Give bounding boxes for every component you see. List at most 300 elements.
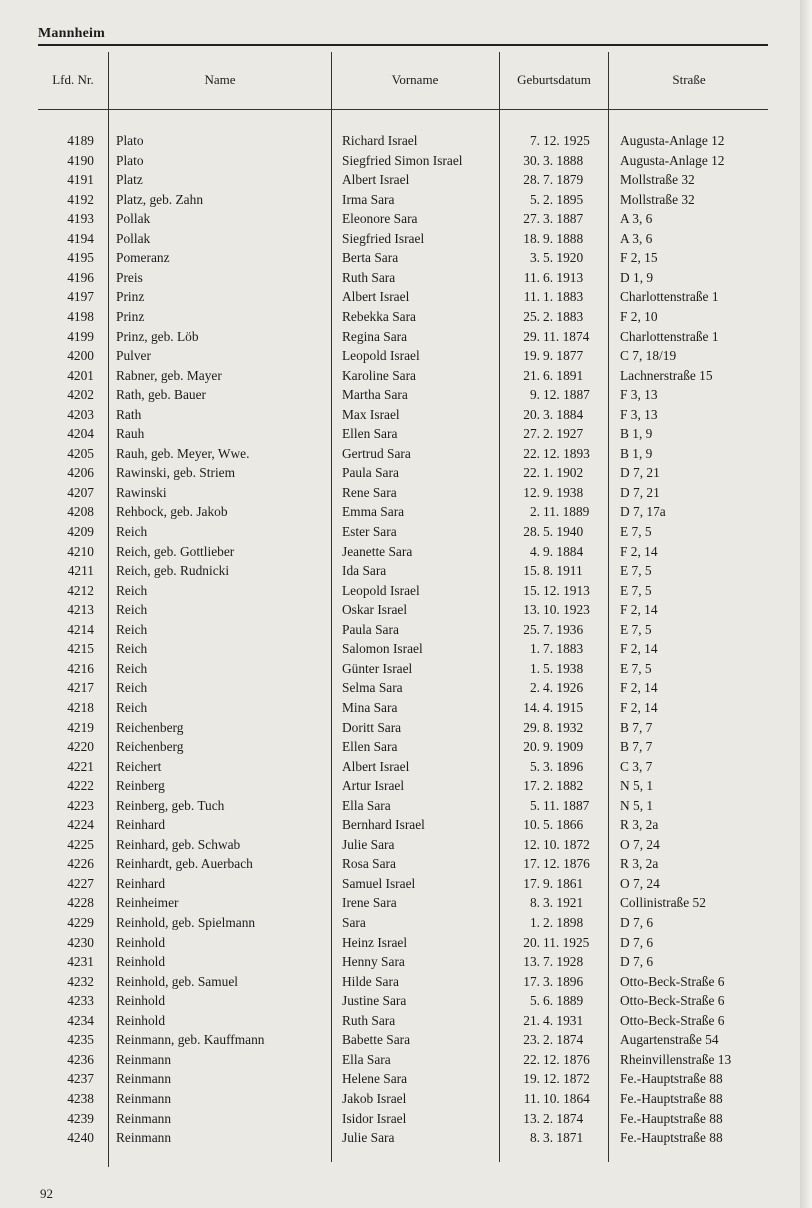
row-vorname: Helene Sara <box>342 1071 408 1087</box>
row-street: E 7, 5 <box>620 582 652 598</box>
row-number: 4237 <box>67 1071 94 1087</box>
row-number: 4214 <box>67 621 94 637</box>
row-name: Prinz, geb. Löb <box>116 328 199 344</box>
row-birth-month-year: 11. 1889 <box>543 504 590 520</box>
row-birth-month-year: 4. 1926 <box>543 680 584 696</box>
row-street: F 3, 13 <box>620 387 658 403</box>
table-row <box>0 502 770 522</box>
table-row <box>0 639 770 659</box>
row-birth-day: 13. <box>523 1110 540 1126</box>
row-name: Reinhold <box>116 993 166 1009</box>
row-name: Reinmann <box>116 1130 172 1146</box>
row-birth-day: 20. <box>523 934 540 950</box>
row-name: Platz, geb. Zahn <box>116 191 204 207</box>
row-vorname: Sara <box>342 915 366 930</box>
row-name: Reich <box>116 524 148 539</box>
row-street: C 3, 7 <box>620 758 653 774</box>
row-birth-month-year: 2. 1927 <box>543 426 584 442</box>
row-birth-month-year: 10. 1864 <box>543 1090 590 1106</box>
row-birth-day: 18. <box>523 230 540 246</box>
row-birth-month-year: 1. 1883 <box>543 289 584 305</box>
row-birth-month-year: 9. 1884 <box>543 543 584 559</box>
row-birth-month-year: 9. 1861 <box>543 875 584 891</box>
table-row <box>0 776 770 796</box>
row-name: Reinmann <box>116 1071 172 1087</box>
row-street: F 2, 14 <box>620 543 658 559</box>
table-row <box>0 463 770 483</box>
table-row <box>0 757 770 777</box>
row-vorname: Leopold Israel <box>342 582 420 598</box>
row-name: Rabner, geb. Mayer <box>116 367 222 383</box>
header-strasse: Straße <box>672 72 706 87</box>
row-name: Reich <box>116 680 148 696</box>
table-row <box>0 698 770 718</box>
row-vorname: Ellen Sara <box>342 739 398 755</box>
row-name: Reich <box>116 641 148 657</box>
row-number: 4233 <box>67 993 94 1009</box>
row-street: Rheinvillenstraße 13 <box>620 1051 732 1067</box>
row-birth-month-year: 2. 1883 <box>543 308 584 324</box>
row-vorname: Selma Sara <box>342 680 403 696</box>
row-name: Reichert <box>116 758 162 774</box>
row-vorname: Irma Sara <box>342 191 395 207</box>
row-street: D 7, 21 <box>620 465 660 481</box>
row-street: O 7, 24 <box>620 875 660 891</box>
row-number: 4193 <box>67 211 94 227</box>
row-number: 4220 <box>67 739 94 755</box>
table-row <box>0 424 770 444</box>
row-birth-month-year: 10. 1872 <box>543 836 590 852</box>
row-number: 4229 <box>67 915 94 930</box>
table-row <box>0 444 770 464</box>
table-row <box>0 1128 770 1148</box>
row-vorname: Babette Sara <box>342 1032 411 1048</box>
row-name: Reinberg, geb. Tuch <box>116 797 225 813</box>
row-vorname: Henny Sara <box>342 954 405 970</box>
table-row <box>0 385 770 405</box>
row-birth-month-year: 5. 1866 <box>543 817 584 833</box>
row-street: R 3, 2a <box>620 817 659 833</box>
row-number: 4212 <box>67 582 94 598</box>
row-street: D 7, 6 <box>620 915 654 930</box>
row-vorname: Günter Israel <box>342 660 413 676</box>
table-row <box>0 190 770 210</box>
row-birth-day: 9. <box>529 387 540 403</box>
row-name: Rawinski, geb. Striem <box>116 465 236 481</box>
row-number: 4239 <box>67 1110 94 1126</box>
row-number: 4236 <box>67 1051 94 1067</box>
row-street: Fe.-Hauptstraße 88 <box>620 1090 723 1106</box>
row-birth-day: 17. <box>523 778 540 794</box>
row-name: Reich <box>116 602 148 618</box>
row-birth-day: 22. <box>523 445 540 461</box>
row-number: 4189 <box>67 133 94 148</box>
row-name: Rath, geb. Bauer <box>116 387 206 403</box>
table-row <box>0 327 770 347</box>
table-row <box>0 972 770 992</box>
row-birth-day: 13. <box>523 602 540 618</box>
row-name: Preis <box>116 269 143 285</box>
table-row <box>0 561 770 581</box>
row-number: 4219 <box>67 719 94 735</box>
row-street: Mollstraße 32 <box>620 191 695 207</box>
row-vorname: Karoline Sara <box>342 367 416 383</box>
table-row <box>0 1069 770 1089</box>
row-birth-month-year: 3. 1871 <box>543 1130 584 1146</box>
row-birth-month-year: 7. 1879 <box>543 172 584 188</box>
table-row <box>0 1030 770 1050</box>
row-birth-day: 1. <box>529 915 540 930</box>
row-street: F 2, 14 <box>620 699 658 715</box>
row-birth-day: 29. <box>523 719 540 735</box>
row-street: R 3, 2a <box>620 856 659 872</box>
header-rule <box>38 109 768 110</box>
row-birth-month-year: 3. 1884 <box>543 406 584 422</box>
table-row <box>0 542 770 562</box>
row-birth-day: 27. <box>523 426 540 442</box>
row-birth-day: 21. <box>523 1012 540 1028</box>
row-street: Fe.-Hauptstraße 88 <box>620 1110 723 1126</box>
row-vorname: Doritt Sara <box>342 719 402 735</box>
table-row <box>0 522 770 542</box>
row-birth-day: 8. <box>529 1130 540 1146</box>
row-vorname: Ruth Sara <box>342 1012 396 1028</box>
row-street: Augusta-Anlage 12 <box>620 133 725 148</box>
row-birth-day: 12. <box>523 484 540 500</box>
row-birth-month-year: 3. 1896 <box>543 758 584 774</box>
row-name: Pomeranz <box>116 250 170 266</box>
row-street: Collinistraße 52 <box>620 895 706 911</box>
row-vorname: Siegfried Israel <box>342 230 425 246</box>
row-birth-month-year: 9. 1888 <box>543 230 584 246</box>
row-birth-month-year: 12. 1872 <box>543 1071 590 1087</box>
row-birth-month-year: 9. 1909 <box>543 739 584 755</box>
row-street: E 7, 5 <box>620 660 652 676</box>
row-number: 4221 <box>67 758 94 774</box>
row-name: Reinberg <box>116 778 165 794</box>
row-street: B 7, 7 <box>620 719 653 735</box>
row-birth-month-year: 5. 1938 <box>543 660 584 676</box>
table-row <box>0 835 770 855</box>
top-rule <box>38 44 768 46</box>
row-birth-month-year: 1. 1902 <box>543 465 584 481</box>
row-number: 4200 <box>67 348 94 364</box>
row-birth-month-year: 12. 1925 <box>543 133 590 148</box>
row-number: 4207 <box>67 484 94 500</box>
table-row <box>0 659 770 679</box>
row-vorname: Isidor Israel <box>342 1110 407 1126</box>
row-vorname: Emma Sara <box>342 504 405 520</box>
table-row <box>0 952 770 972</box>
table-row <box>0 620 770 640</box>
row-street: B 1, 9 <box>620 426 653 442</box>
row-number: 4218 <box>67 699 94 715</box>
row-birth-month-year: 3. 1887 <box>543 211 584 227</box>
row-vorname: Albert Israel <box>342 172 410 188</box>
row-birth-month-year: 2. 1898 <box>543 915 584 930</box>
table-row <box>0 796 770 816</box>
page-edge <box>800 0 812 1208</box>
row-birth-day: 14. <box>523 699 540 715</box>
row-number: 4198 <box>67 308 94 324</box>
row-number: 4213 <box>67 602 94 618</box>
row-number: 4190 <box>67 152 94 168</box>
row-street: F 2, 15 <box>620 250 658 266</box>
row-street: Charlottenstraße 1 <box>620 328 719 344</box>
row-number: 4228 <box>67 895 94 911</box>
row-name: Reichenberg <box>116 739 184 755</box>
row-number: 4191 <box>67 172 94 188</box>
row-name: Prinz <box>116 289 145 305</box>
row-birth-day: 10. <box>523 817 540 833</box>
row-birth-day: 2. <box>529 504 540 520</box>
row-number: 4226 <box>67 856 94 872</box>
row-street: Otto-Beck-Straße 6 <box>620 993 725 1009</box>
row-vorname: Jakob Israel <box>342 1090 407 1106</box>
row-name: Reinmann, geb. Kauffmann <box>116 1032 265 1048</box>
row-vorname: Artur Israel <box>342 778 405 794</box>
table-row <box>0 815 770 835</box>
row-vorname: Julie Sara <box>342 1130 395 1146</box>
row-vorname: Rebekka Sara <box>342 308 416 324</box>
row-street: Mollstraße 32 <box>620 172 695 188</box>
row-number: 4224 <box>67 817 94 833</box>
row-vorname: Paula Sara <box>342 621 399 637</box>
row-number: 4210 <box>67 543 94 559</box>
row-vorname: Berta Sara <box>342 250 399 266</box>
table-row <box>0 248 770 268</box>
row-number: 4217 <box>67 680 94 696</box>
row-name: Pollak <box>116 211 151 227</box>
row-vorname: Rosa Sara <box>342 856 396 872</box>
table-row <box>0 151 770 171</box>
row-street: N 5, 1 <box>620 778 654 794</box>
row-number: 4222 <box>67 778 94 794</box>
row-street: D 7, 6 <box>620 934 654 950</box>
row-birth-month-year: 2. 1874 <box>543 1032 584 1048</box>
row-name: Reich, geb. Gottlieber <box>116 543 235 559</box>
row-name: Reich <box>116 582 148 598</box>
row-street: D 7, 21 <box>620 484 660 500</box>
row-birth-day: 28. <box>523 172 540 188</box>
row-birth-day: 8. <box>529 895 540 911</box>
row-birth-month-year: 7. 1883 <box>543 641 584 657</box>
row-birth-day: 5. <box>529 758 540 774</box>
row-number: 4196 <box>67 269 94 285</box>
row-number: 4194 <box>67 230 94 246</box>
table-row <box>0 346 770 366</box>
row-birth-day: 19. <box>523 1071 540 1087</box>
row-number: 4205 <box>67 445 94 461</box>
table-row <box>0 913 770 933</box>
table-row <box>0 1011 770 1031</box>
row-birth-month-year: 12. 1913 <box>543 582 590 598</box>
row-vorname: Samuel Israel <box>342 875 416 891</box>
row-birth-month-year: 3. 1896 <box>543 973 584 989</box>
row-name: Reinhold <box>116 954 166 970</box>
row-vorname: Gertrud Sara <box>342 445 411 461</box>
row-street: Augusta-Anlage 12 <box>620 152 725 168</box>
table-row <box>0 483 770 503</box>
row-vorname: Max Israel <box>342 406 400 422</box>
row-number: 4232 <box>67 973 94 989</box>
row-birth-month-year: 8. 1932 <box>543 719 584 735</box>
row-street: F 3, 13 <box>620 406 658 422</box>
row-number: 4203 <box>67 406 94 422</box>
row-birth-day: 17. <box>523 875 540 891</box>
table-row <box>0 229 770 249</box>
row-number: 4195 <box>67 250 94 266</box>
row-birth-month-year: 7. 1928 <box>543 954 584 970</box>
row-street: F 2, 14 <box>620 602 658 618</box>
row-birth-day: 11. <box>523 289 540 305</box>
row-birth-day: 13. <box>523 954 540 970</box>
row-number: 4192 <box>67 191 94 207</box>
table-row <box>0 170 770 190</box>
row-birth-day: 11. <box>523 269 540 285</box>
row-street: Lachnerstraße 15 <box>620 367 713 383</box>
row-name: Rauh, geb. Meyer, Wwe. <box>116 445 250 461</box>
table-row <box>0 366 770 386</box>
row-name: Reich <box>116 699 148 715</box>
table-row <box>0 893 770 913</box>
row-birth-day: 17. <box>523 973 540 989</box>
row-name: Pulver <box>116 348 151 364</box>
row-street: F 2, 14 <box>620 641 658 657</box>
row-birth-month-year: 12. 1893 <box>543 445 590 461</box>
row-birth-month-year: 6. 1889 <box>543 993 584 1009</box>
row-number: 4230 <box>67 934 94 950</box>
table-row <box>0 854 770 874</box>
row-vorname: Salomon Israel <box>342 641 423 657</box>
row-number: 4238 <box>67 1090 94 1106</box>
table-row <box>0 718 770 738</box>
header-geburtsdatum: Geburtsdatum <box>517 72 591 87</box>
row-birth-day: 7. <box>529 133 540 148</box>
row-birth-month-year: 3. 1921 <box>543 895 584 911</box>
row-number: 4227 <box>67 875 94 891</box>
row-street: Fe.-Hauptstraße 88 <box>620 1071 723 1087</box>
table-row <box>0 933 770 953</box>
row-birth-month-year: 7. 1936 <box>543 621 584 637</box>
row-name: Reinhard, geb. Schwab <box>116 836 241 852</box>
row-number: 4206 <box>67 465 94 481</box>
row-street: A 3, 6 <box>620 230 653 246</box>
row-name: Plato <box>116 133 144 148</box>
row-birth-day: 15. <box>523 582 540 598</box>
row-birth-month-year: 11. 1887 <box>543 797 590 813</box>
row-birth-day: 27. <box>523 211 540 227</box>
row-name: Reinhardt, geb. Auerbach <box>116 856 253 872</box>
row-number: 4216 <box>67 660 94 676</box>
table-row <box>0 991 770 1011</box>
row-name: Reich <box>116 660 148 676</box>
row-birth-day: 5. <box>529 993 540 1009</box>
row-number: 4225 <box>67 836 94 852</box>
row-birth-month-year: 2. 1882 <box>543 778 584 794</box>
row-birth-month-year: 5. 1920 <box>543 250 584 266</box>
table-row <box>0 678 770 698</box>
header-name: Name <box>204 72 236 87</box>
row-street: E 7, 5 <box>620 563 652 579</box>
row-street: B 1, 9 <box>620 445 653 461</box>
table-row <box>0 405 770 425</box>
row-birth-month-year: 3. 1888 <box>543 152 584 168</box>
row-name: Pollak <box>116 230 151 246</box>
row-birth-month-year: 2. 1895 <box>543 191 584 207</box>
row-birth-day: 20. <box>523 406 540 422</box>
row-name: Reinhold, geb. Spielmann <box>116 915 256 930</box>
row-birth-day: 22. <box>523 465 540 481</box>
row-name: Reinmann <box>116 1051 172 1067</box>
row-street: F 2, 10 <box>620 308 658 324</box>
row-birth-month-year: 10. 1923 <box>543 602 590 618</box>
row-vorname: Justine Sara <box>342 993 407 1009</box>
row-number: 4197 <box>67 289 94 305</box>
row-street: Fe.-Hauptstraße 88 <box>620 1130 723 1146</box>
row-vorname: Ester Sara <box>342 524 397 539</box>
row-birth-day: 28. <box>523 524 540 539</box>
row-birth-day: 22. <box>523 1051 540 1067</box>
table-row <box>0 307 770 327</box>
row-vorname: Mina Sara <box>342 699 398 715</box>
row-number: 4211 <box>67 563 94 579</box>
row-birth-month-year: 4. 1931 <box>543 1012 584 1028</box>
row-vorname: Ella Sara <box>342 1051 391 1067</box>
row-number: 4209 <box>67 524 94 539</box>
row-birth-month-year: 8. 1911 <box>543 563 583 579</box>
row-number: 4231 <box>67 954 94 970</box>
row-vorname: Eleonore Sara <box>342 211 418 227</box>
row-birth-day: 11. <box>523 1090 540 1106</box>
row-vorname: Hilde Sara <box>342 973 399 989</box>
row-name: Rawinski <box>116 484 167 500</box>
row-birth-day: 2. <box>529 680 540 696</box>
row-name: Rehbock, geb. Jakob <box>116 504 228 520</box>
row-number: 4215 <box>67 641 94 657</box>
row-birth-day: 21. <box>523 367 540 383</box>
row-birth-day: 12. <box>523 836 540 852</box>
row-vorname: Bernhard Israel <box>342 817 425 833</box>
row-street: Charlottenstraße 1 <box>620 289 719 305</box>
row-street: D 7, 17a <box>620 504 666 520</box>
row-vorname: Paula Sara <box>342 465 399 481</box>
row-birth-month-year: 6. 1913 <box>543 269 584 285</box>
table-row <box>0 287 770 307</box>
row-birth-month-year: 4. 1915 <box>543 699 584 715</box>
row-vorname: Julie Sara <box>342 836 395 852</box>
page-number: 92 <box>40 1186 53 1201</box>
table-row <box>0 600 770 620</box>
header-lfd-nr: Lfd. Nr. <box>52 72 94 87</box>
table-row <box>0 581 770 601</box>
row-vorname: Ellen Sara <box>342 426 398 442</box>
row-vorname: Irene Sara <box>342 895 397 911</box>
row-name: Platz <box>116 172 143 188</box>
table-row <box>0 131 770 151</box>
row-name: Reinheimer <box>116 895 179 911</box>
row-street: E 7, 5 <box>620 621 652 637</box>
row-number: 4201 <box>67 367 94 383</box>
row-birth-day: 23. <box>523 1032 540 1048</box>
row-birth-month-year: 12. 1876 <box>543 1051 590 1067</box>
row-name: Rauh <box>116 426 145 442</box>
row-vorname: Ella Sara <box>342 797 391 813</box>
row-vorname: Albert Israel <box>342 758 410 774</box>
row-number: 4240 <box>67 1130 94 1146</box>
row-birth-month-year: 9. 1877 <box>543 348 584 364</box>
row-name: Reinhard <box>116 875 166 891</box>
